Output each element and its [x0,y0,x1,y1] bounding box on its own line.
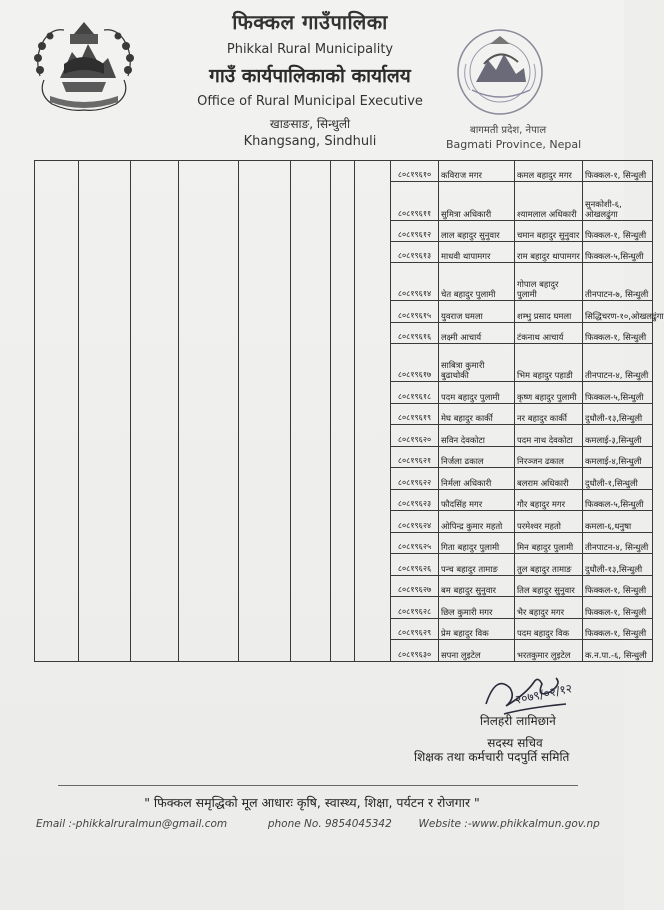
empty-cell [35,597,79,618]
guardian-name-cell: तुल बहादुर तामाङ [515,554,583,575]
empty-cell [331,597,355,618]
empty-cell [355,344,391,382]
empty-cell [131,301,179,322]
empty-cell [355,532,391,553]
guardian-name-cell: भैर बहादुर मगर [515,597,583,618]
empty-cell [179,241,239,262]
empty-cell [239,532,291,553]
empty-cell [291,446,331,467]
empty-cell [355,489,391,510]
roll-number-cell: ८०८१९६२९ [391,618,439,639]
empty-cell [355,182,391,220]
candidate-name-cell: बम बहादुर सुनुवार [439,575,515,596]
table-row [35,220,653,241]
empty-cell [179,511,239,532]
candidate-name-cell: चेत बहादुर पुलामी [439,263,515,301]
address-cell: फिक्कल-१, सिन्धुली [583,597,653,618]
empty-cell [131,220,179,241]
guardian-name-cell: मिन बहादुर पुलामी [515,532,583,553]
guardian-name-cell: कमल बहादुर मगर [515,161,583,182]
roll-number-cell: ८०८१९६१२ [391,220,439,241]
empty-cell [35,532,79,553]
footer-divider [58,785,578,786]
empty-cell [239,425,291,446]
guardian-name-cell: शम्भु प्रसाद घमला [515,301,583,322]
empty-cell [331,182,355,220]
address-cell: तीनपाटन-७, सिन्धुली [583,263,653,301]
empty-cell [291,241,331,262]
empty-cell [35,640,79,662]
empty-cell [79,597,131,618]
table-row [35,575,653,596]
empty-cell [79,511,131,532]
address-cell: फिक्कल-५,सिन्धुली [583,241,653,262]
empty-cell [79,382,131,403]
candidate-name-cell: गिता बहादुर पुलामी [439,532,515,553]
empty-cell [291,322,331,343]
candidate-name-cell: युवराज घमला [439,301,515,322]
table-row [35,263,653,301]
table-row [35,618,653,639]
svg-text:२०७९/०२/१२: २०७९/०२/१२ [513,681,574,707]
roll-number-cell: ८०८१९६१७ [391,344,439,382]
empty-cell [79,554,131,575]
empty-cell [179,425,239,446]
empty-cell [239,403,291,424]
guardian-name-cell: श्यामलाल अधिकारी [515,182,583,220]
nepal-emblem-icon [30,16,138,114]
empty-cell [179,446,239,467]
guardian-name-cell: पदम बहादुर विक [515,618,583,639]
footer-contact [36,818,600,830]
empty-cell [291,403,331,424]
empty-cell [79,640,131,662]
table-row [35,382,653,403]
empty-cell [239,263,291,301]
table-row [35,182,653,220]
empty-cell [331,220,355,241]
empty-cell [239,344,291,382]
roll-number-cell: ८०८१९६२७ [391,575,439,596]
empty-cell [131,263,179,301]
empty-cell [355,618,391,639]
empty-cell [35,301,79,322]
empty-cell [331,532,355,553]
empty-cell [355,554,391,575]
empty-cell [291,161,331,182]
empty-cell [79,403,131,424]
empty-cell [131,532,179,553]
empty-cell [239,575,291,596]
empty-cell [35,241,79,262]
empty-cell [331,241,355,262]
address-cell: कमलाई-३,सिन्धुली [583,425,653,446]
empty-cell [331,468,355,489]
roll-number-cell: ८०८१९६२२ [391,468,439,489]
empty-cell [291,489,331,510]
roll-number-cell: ८०८१९६१६ [391,322,439,343]
candidate-name-cell: लक्ष्मी आचार्य [439,322,515,343]
empty-cell [291,618,331,639]
empty-cell [331,301,355,322]
empty-cell [131,241,179,262]
empty-cell [131,575,179,596]
empty-cell [79,301,131,322]
empty-cell [131,403,179,424]
empty-cell [331,322,355,343]
guardian-name-cell: राम बहादुर थापामगर [515,241,583,262]
guardian-name-cell: चमान बहादुर सुनुवार [515,220,583,241]
empty-cell [291,511,331,532]
table-row [35,301,653,322]
empty-cell [79,532,131,553]
empty-cell [179,322,239,343]
roll-number-cell: ८०८१९६३० [391,640,439,662]
empty-cell [79,344,131,382]
candidate-name-cell: पन्च बहादुर तामाङ [439,554,515,575]
empty-cell [131,446,179,467]
empty-cell [35,489,79,510]
empty-cell [79,468,131,489]
empty-cell [355,263,391,301]
empty-cell [331,344,355,382]
empty-cell [291,425,331,446]
roll-number-cell: ८०८१९६१३ [391,241,439,262]
empty-cell [239,640,291,662]
municipality-name-en: Phikkal Rural Municipality [226,42,394,57]
table-row [35,532,653,553]
empty-cell [291,220,331,241]
empty-cell [131,322,179,343]
guardian-name-cell: निरञ्जन ढकाल [515,446,583,467]
empty-cell [131,597,179,618]
address-cell: तीनपाटन-४, सिन्धुली [583,344,653,382]
guardian-name-cell: भरतकुमार लुइटेल [515,640,583,662]
empty-cell [179,554,239,575]
roll-number-cell: ८०८१९६१४ [391,263,439,301]
roll-number-cell: ८०८१९६११ [391,182,439,220]
empty-cell [355,241,391,262]
footer-phone: phone No. 9854045342 [267,818,392,830]
guardian-name-cell: भिम बहादुर पहाडी [515,344,583,382]
candidate-name-cell: साबित्रा कुमारी बुढाथोकी [439,344,515,382]
empty-cell [239,382,291,403]
empty-cell [239,468,291,489]
table-row [35,403,653,424]
empty-cell [239,618,291,639]
empty-cell [355,597,391,618]
empty-cell [79,241,131,262]
candidate-name-cell: मेघ बहादुर कार्की [439,403,515,424]
empty-cell [291,532,331,553]
guardian-name-cell: टंकनाथ आचार्य [515,322,583,343]
empty-cell [179,344,239,382]
empty-cell [131,468,179,489]
empty-cell [291,301,331,322]
empty-cell [355,468,391,489]
candidate-name-cell: सपना लुइटेल [439,640,515,662]
empty-cell [79,220,131,241]
empty-cell [355,640,391,662]
guardian-name-cell: पदम नाथ देवकोटा [515,425,583,446]
empty-cell [179,597,239,618]
table-row [35,511,653,532]
table-row [35,344,653,382]
empty-cell [291,554,331,575]
empty-cell [131,382,179,403]
municipality-name-np: फिक्कल गाउँपालिका [232,10,388,34]
empty-cell [291,263,331,301]
address-cell: फिक्कल-१, सिन्धुली [583,618,653,639]
empty-cell [239,220,291,241]
empty-cell [331,161,355,182]
empty-cell [35,220,79,241]
office-name-np: गाउँ कार्यपालिकाको कार्यालय [209,65,411,87]
empty-cell [35,575,79,596]
empty-cell [331,263,355,301]
guardian-name-cell: नर बहादुर कार्की [515,403,583,424]
empty-cell [239,554,291,575]
empty-cell [331,618,355,639]
address-cell: फिक्कल-१, सिन्धुली [583,575,653,596]
empty-cell [179,382,239,403]
empty-cell [179,403,239,424]
address-cell: दुधौली-१,सिन्धुली [583,468,653,489]
address-cell: कमलाई-४,सिन्धुली [583,446,653,467]
empty-cell [79,489,131,510]
place-en: Khangsang, Sindhuli [243,134,377,149]
empty-cell [35,425,79,446]
roll-number-cell: ८०८१९६२५ [391,532,439,553]
table-row [35,446,653,467]
empty-cell [331,511,355,532]
address-cell: सिद्धिचरण-१०,ओखलढुंगा [583,301,653,322]
empty-cell [179,220,239,241]
empty-cell [239,161,291,182]
table-row [35,597,653,618]
empty-cell [291,182,331,220]
roll-number-cell: ८०८१९६२० [391,425,439,446]
empty-cell [35,322,79,343]
footer-website[interactable]: Website :-www.phikkalmun.gov.np [418,818,600,830]
candidate-name-cell: प्रेम बहादुर विक [439,618,515,639]
address-cell: क.न.पा.-६, सिन्धुली [583,640,653,662]
empty-cell [291,468,331,489]
empty-cell [331,489,355,510]
empty-cell [35,554,79,575]
empty-cell [35,511,79,532]
empty-cell [131,511,179,532]
empty-cell [35,382,79,403]
empty-cell [355,425,391,446]
empty-cell [355,161,391,182]
empty-cell [179,161,239,182]
empty-cell [35,403,79,424]
guardian-name-cell: बलराम अधिकारी [515,468,583,489]
address-cell: फिक्कल-५,सिन्धुली [583,382,653,403]
guardian-name-cell: गोपाल बहादुर पुलामी [515,263,583,301]
candidate-name-cell: निर्जला ढकाल [439,446,515,467]
empty-cell [131,344,179,382]
empty-cell [331,446,355,467]
empty-cell [131,640,179,662]
empty-cell [239,597,291,618]
empty-cell [35,344,79,382]
empty-cell [291,344,331,382]
empty-cell [239,182,291,220]
table-row [35,322,653,343]
roll-number-cell: ८०८१९६२८ [391,597,439,618]
candidate-name-cell: कविराज मगर [439,161,515,182]
candidate-name-cell: निर्मला अधिकारी [439,468,515,489]
empty-cell [239,301,291,322]
address-cell: फिक्कल-५,सिन्धुली [583,489,653,510]
empty-cell [79,575,131,596]
candidate-name-cell: फौदसिंह मगर [439,489,515,510]
empty-cell [355,446,391,467]
address-cell: सुनकोशी-६, ओखलढुंगा [583,182,653,220]
candidate-name-cell: सुमित्रा अधिकारी [439,182,515,220]
candidate-name-cell: ओपिन्द्र कुमार महतो [439,511,515,532]
empty-cell [179,640,239,662]
empty-cell [79,161,131,182]
candidate-name-cell: लाल बहादुर सुनुवार [439,220,515,241]
empty-cell [179,182,239,220]
empty-cell [35,446,79,467]
empty-cell [35,263,79,301]
empty-cell [179,301,239,322]
empty-cell [239,322,291,343]
empty-cell [331,425,355,446]
candidate-name-cell: छिल कुमारी मगर [439,597,515,618]
province-en: Bagmati Province, Nepal [446,138,582,151]
empty-cell [291,597,331,618]
empty-cell [331,640,355,662]
empty-cell [355,301,391,322]
municipality-seal-icon [454,24,546,120]
empty-cell [35,618,79,639]
empty-cell [131,182,179,220]
empty-cell [131,161,179,182]
empty-cell [131,618,179,639]
empty-cell [355,575,391,596]
address-cell: फिक्कल-१, सिन्धुली [583,161,653,182]
province-np: बागमती प्रदेश, नेपाल [470,125,547,136]
table-row [35,425,653,446]
signatory-title: सदस्य सचिव [487,736,543,750]
empty-cell [291,640,331,662]
roll-number-cell: ८०८१९६१९ [391,403,439,424]
empty-cell [79,618,131,639]
empty-cell [179,489,239,510]
roll-number-cell: ८०८१९६२४ [391,511,439,532]
empty-cell [179,532,239,553]
empty-cell [355,382,391,403]
empty-cell [179,618,239,639]
empty-cell [179,468,239,489]
candidate-name-cell: माधवी थापामगर [439,241,515,262]
address-cell: फिक्कल-१, सिन्धुली [583,322,653,343]
footer-email[interactable]: Email :-phikkalruralmun@gmail.com [36,818,228,830]
empty-cell [291,382,331,403]
empty-cell [331,575,355,596]
roll-number-cell: ८०८१९६२६ [391,554,439,575]
empty-cell [355,220,391,241]
guardian-name-cell: परमेश्वर महतो [515,511,583,532]
empty-cell [239,489,291,510]
office-name-en: Office of Rural Municipal Executive [197,94,423,109]
candidate-table [34,160,664,662]
empty-cell [131,425,179,446]
empty-cell [355,511,391,532]
candidate-name-cell: पदम बहादुर पुलामी [439,382,515,403]
empty-cell [35,182,79,220]
roll-number-cell: ८०८१९६१८ [391,382,439,403]
address-cell: दुधौली-१३,सिन्धुली [583,403,653,424]
guardian-name-cell: तिल बहादुर सुनुवार [515,575,583,596]
roll-number-cell: ८०८१९६२३ [391,489,439,510]
roll-number-cell: ८०८१९६१५ [391,301,439,322]
table-row [35,468,653,489]
address-cell: कमला-६,धनुषा [583,511,653,532]
table-row [35,489,653,510]
empty-cell [239,511,291,532]
candidate-name-cell: सविन देवकोटा [439,425,515,446]
empty-cell [131,489,179,510]
committee-name: शिक्षक तथा कर्मचारी पदपुर्ति समिति [414,750,570,764]
empty-cell [331,382,355,403]
table-row [35,554,653,575]
footer-motto: " फिक्कल समृद्धिको मूल आधारः कृषि, स्वास्थ्य, शिक्षा, पर्यटन र रोजगार " [144,795,480,810]
empty-cell [291,575,331,596]
empty-cell [355,322,391,343]
empty-cell [35,468,79,489]
empty-cell [79,446,131,467]
table-row [35,640,653,662]
table-row [35,161,653,182]
empty-cell [239,241,291,262]
empty-cell [331,554,355,575]
guardian-name-cell: कृष्ण बहादुर पुलामी [515,382,583,403]
address-cell: दुधौली-१३,सिन्धुली [583,554,653,575]
empty-cell [35,161,79,182]
address-cell: फिक्कल-१, सिन्धुली [583,220,653,241]
empty-cell [179,575,239,596]
empty-cell [355,403,391,424]
place-np: खाङसाङ, सिन्धुली [269,117,351,131]
empty-cell [179,263,239,301]
empty-cell [79,322,131,343]
signatory-name: निलहरी लामिछाने [480,714,556,728]
table-row [35,241,653,262]
roll-number-cell: ८०८१९६१० [391,161,439,182]
roll-number-cell: ८०८१९६२१ [391,446,439,467]
empty-cell [131,554,179,575]
guardian-name-cell: गौर बहादुर मगर [515,489,583,510]
empty-cell [331,403,355,424]
empty-cell [79,182,131,220]
empty-cell [239,446,291,467]
empty-cell [79,263,131,301]
empty-cell [79,425,131,446]
address-cell: तीनपाटन-४, सिन्धुली [583,532,653,553]
